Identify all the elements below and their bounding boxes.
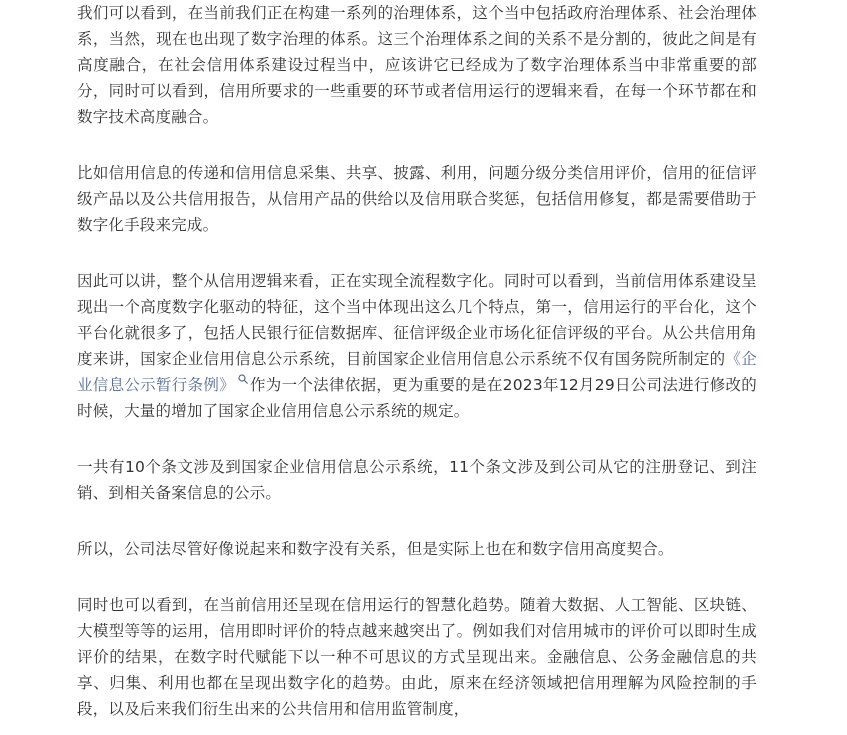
- paragraph-1: 我们可以看到，在当前我们正在构建一系列的治理体系，这个当中包括政府治理体系、社会治理体系，当然，现在也出现了数字治理的体系。这三个治理体系之间的关系不是分割的，彼此之间是有高度融合，在社会信用体系建设过程当中，应该讲它已经成为了数字治理体系当中非常重要的部分，同时可以看到，信用所要求的一些重要的环节或者信用运行的逻辑来看，在每一个环节都在和数字技术高度融合。: [77, 4, 757, 126]
- paragraph-6: 同时也可以看到，在当前信用还呈现在信用运行的智慧化趋势。随着大数据、人工智能、区块链、大模型等等的运用，信用即时评价的特点越来越突出了。例如我们对信用城市的评价可以即时生成评价的结果，在数字时代赋能下以一种不可思议的方式呈现出来。金融信息、公务金融信息的共享、归集、利用也都在呈现出数字化的趋势。由此，原来在经济领域把信用理解为风险控制的手段，以及后来我们衍生出来的公共信用和信用监管制度，: [77, 596, 757, 718]
- regulation-link[interactable]: 《企业信息公示暂行条例》: [77, 350, 758, 394]
- paragraph-3-text-after-link: 作为一个法律依据，更为重要的是在2023年12月29日公司法进行修改的时候，大量的增加了国家企业信用信息公示系统的规定。: [77, 376, 757, 420]
- paragraph-3: [77, 268, 757, 424]
- search-icon[interactable]: [238, 374, 248, 384]
- article-body: [77, 0, 757, 722]
- paragraph-3-text-before-link: 因此可以讲，整个从信用逻辑来看，正在实现全流程数字化。同时可以看到，当前信用体系建设呈现出一个高度数字化驱动的特征，这个当中体现出这么几个特点，第一，信用运行的平台化，这个平台化就很多了，包括人民银行征信数据库、征信评级企业市场化征信评级的平台。从公共信用角度来讲，国家企业信用信息公示系统，目前国家企业信用信息公示系统不仅有国务院所制定的: [77, 272, 757, 368]
- paragraph-4: 一共有10个条文涉及到国家企业信用信息公示系统，11个条文涉及到公司从它的注册登记、到注销、到相关备案信息的公示。: [77, 458, 757, 502]
- paragraph-2: 比如信用信息的传递和信用信息采集、共享、披露、利用，问题分级分类信用评价，信用的征信评级产品以及公共信用报告，从信用产品的供给以及信用联合奖惩，包括信用修复，都是需要借助于数字化手段来完成。: [77, 164, 757, 234]
- paragraph-5: 所以，公司法尽管好像说起来和数字没有关系，但是实际上也在和数字信用高度契合。: [77, 540, 674, 558]
